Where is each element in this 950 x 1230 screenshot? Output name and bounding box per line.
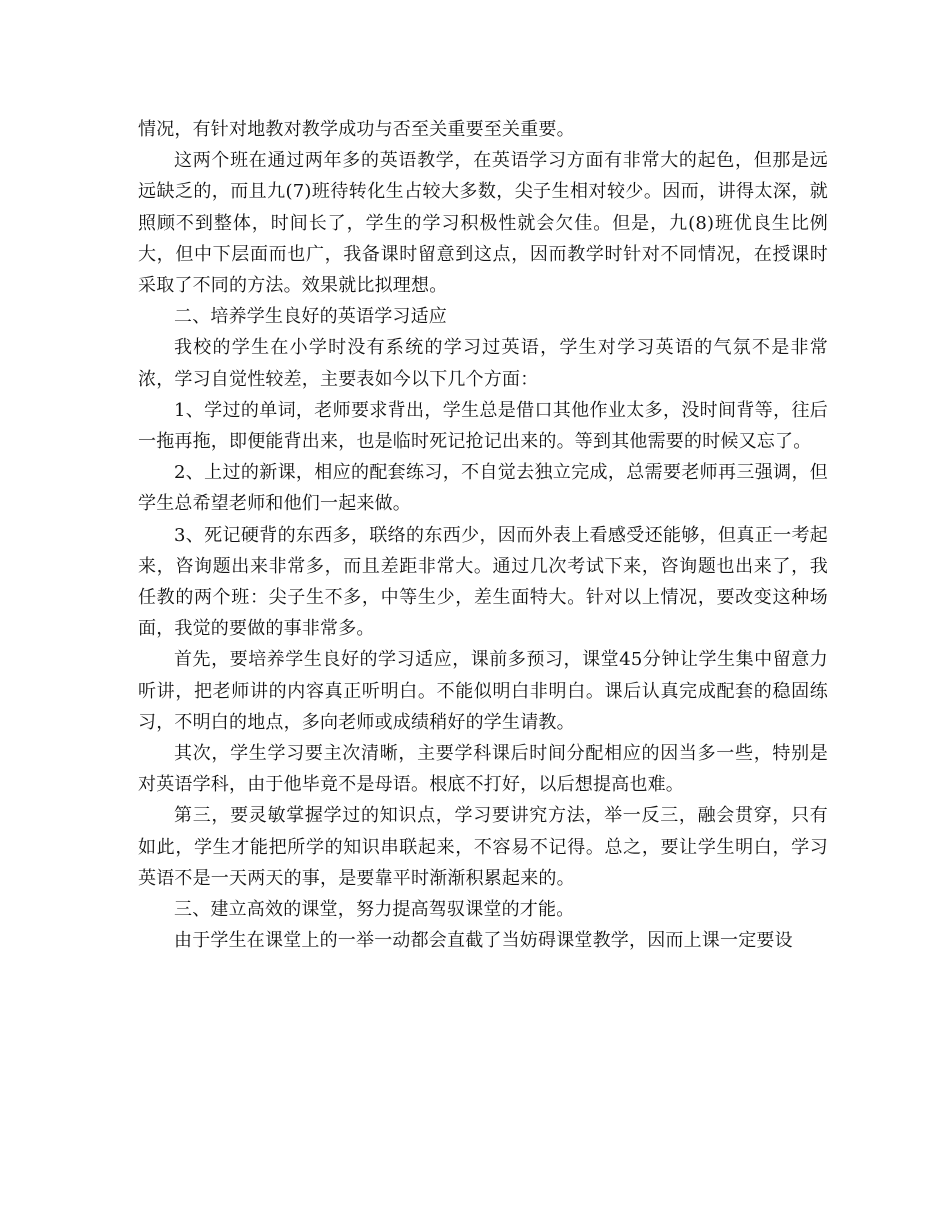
section-heading-2: 二、培养学生良好的英语学习适应 bbox=[174, 306, 447, 328]
paragraph-point-1: 1、学过的单词，老师要求背出，学生总是借口其他作业太多，没时间背等，往后一拖再拖，即便能背出来，也是临时死记抢记出来的。等到其他需要的时候又忘了。 bbox=[138, 399, 828, 453]
paragraph-class-comparison: 这两个班在通过两年多的英语教学，在英语学习方面有非常大的起色，但那是远远缺乏的，而且九(7)班待转化生占较大多数，尖子生相对较少。因而，讲得太深，就照顾不到整体，时间长了，学生的学习积极性就会欠佳。但是，九(8)班优良生比例大，但中下层面而也广，我备课时留意到这点，因而教学时针对不同情况，在授课时采取了不同的方法。效果就比拟理想。 bbox=[138, 150, 828, 297]
paragraph-student-background: 我校的学生在小学时没有系统的学习过英语，学生对学习英语的气氛不是非常浓，学习自觉性较差，主要表如今以下几个方面： bbox=[138, 337, 828, 390]
paragraph-third-measure: 第三，要灵敏掌握学过的知识点，学习要讲究方法，举一反三，融会贯穿，只有如此，学生才能把所学的知识串联起来，不容易不记得。总之，要让学生明白，学习英语不是一天两天的事，是要靠平时渐渐积累起来的。 bbox=[138, 805, 828, 889]
section-heading-3: 三、建立高效的课堂，努力提高驾驭课堂的才能。 bbox=[174, 899, 575, 921]
paragraph-continuation: 情况，有针对地教对教学成功与否至关重要至关重要。 bbox=[138, 119, 575, 140]
paragraph-point-2: 2、上过的新课，相应的配套练习，不自觉去独立完成，总需要老师再三强调，但学生总希望老师和他们一起来做。 bbox=[138, 462, 828, 515]
paragraph-second-measure: 其次，学生学习要主次清晰，主要学科课后时间分配相应的因当多一些，特别是对英语学科，由于他毕竟不是母语。根底不打好，以后想提高也难。 bbox=[138, 743, 828, 796]
paragraph-classroom: 由于学生在课堂上的一举一动都会直截了当妨碍课堂教学，因而上课一定要设 bbox=[174, 930, 793, 952]
document-body bbox=[138, 114, 828, 956]
paragraph-first-measure: 首先，要培养学生良好的学习适应，课前多预习，课堂45分钟让学生集中留意力听讲，把老师讲的内容真正听明白。不能似明白非明白。课后认真完成配套的稳固练习，不明白的地点，多向老师或成绩稍好的学生请教。 bbox=[138, 649, 828, 733]
paragraph-point-3: 3、死记硬背的东西多，联络的东西少，因而外表上看感受还能够，但真正一考起来，咨询题出来非常多，而且差距非常大。通过几次考试下来，咨询题也出来了，我任教的两个班：尖子生不多，中等生少，差生面特大。针对以上情况，要改变这种场面，我觉的要做的事非常多。 bbox=[138, 524, 828, 640]
